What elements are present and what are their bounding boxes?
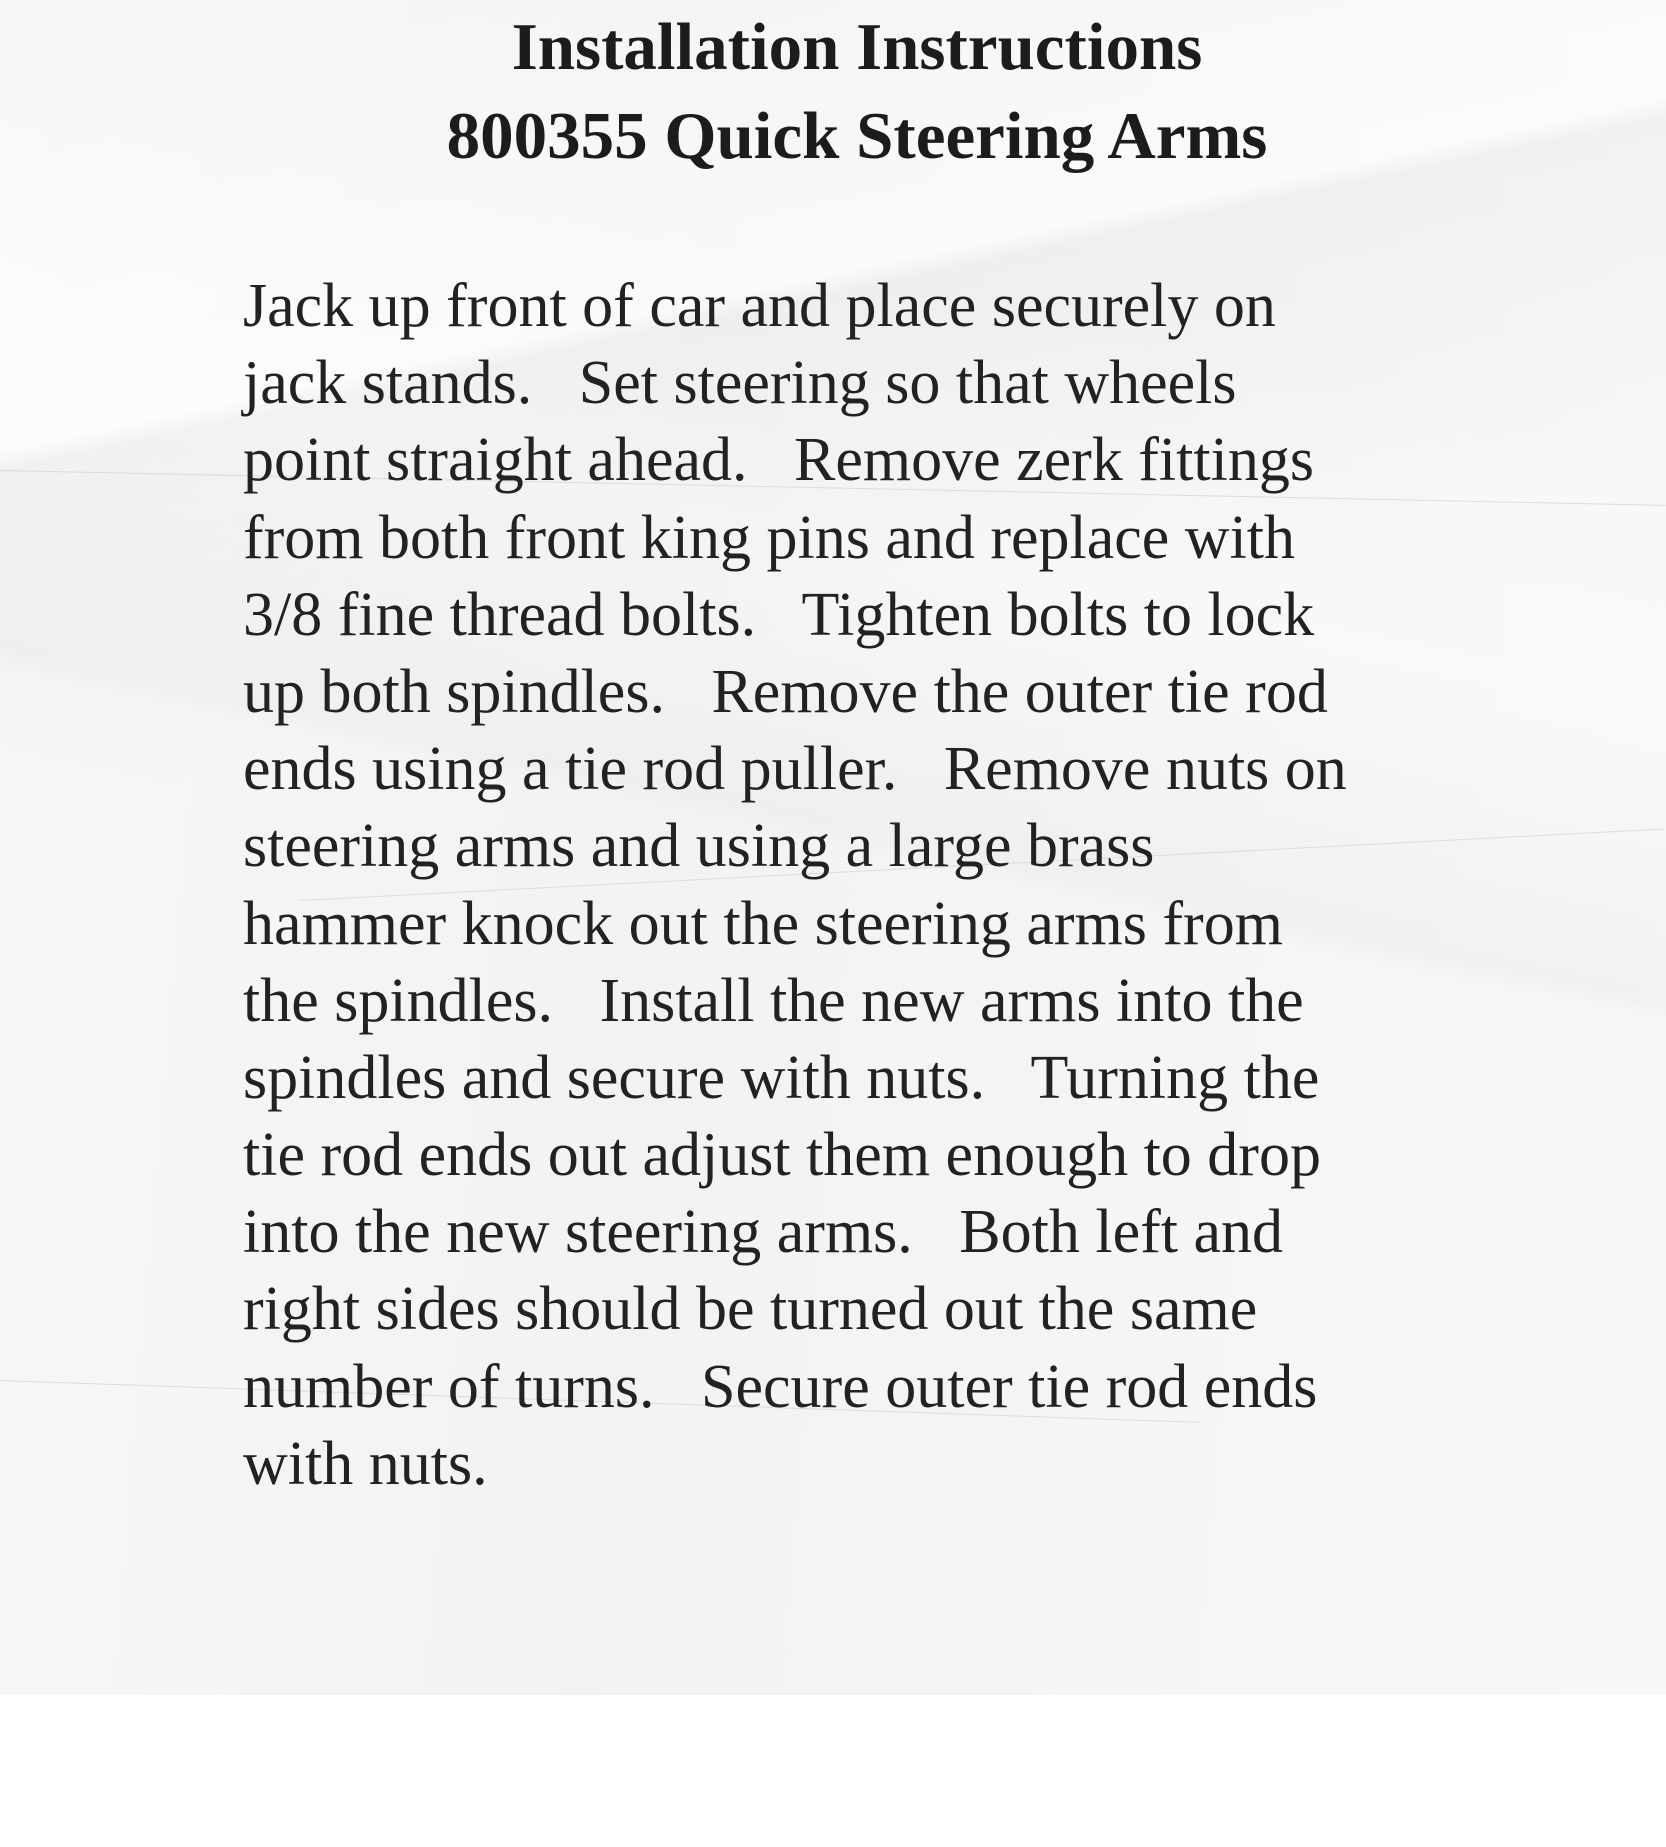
instruction-line: jack stands. Set steering so that wheels: [243, 349, 1237, 418]
instruction-line: number of turns. Secure outer tie rod ends: [243, 1352, 1318, 1421]
document-title: Installation Instructions: [511, 10, 1203, 84]
instruction-line: right sides should be turned out the same: [243, 1275, 1258, 1344]
instructions-body: [243, 268, 1483, 1503]
instruction-line: up both spindles. Remove the outer tie rod: [243, 657, 1328, 726]
instruction-line: from both front king pins and replace with: [243, 503, 1296, 572]
instruction-line: steering arms and using a large brass: [243, 812, 1155, 881]
document-subtitle: 800355 Quick Steering Arms: [446, 99, 1268, 173]
instruction-line: into the new steering arms. Both left and: [243, 1198, 1283, 1267]
instruction-line: 3/8 fine thread bolts. Tighten bolts to lock: [243, 580, 1315, 649]
instruction-line: ends using a tie rod puller. Remove nuts on: [243, 735, 1347, 804]
instruction-line: hammer knock out the steering arms from: [243, 889, 1283, 958]
instruction-line: with nuts.: [243, 1429, 488, 1498]
instruction-line: spindles and secure with nuts. Turning the: [243, 1043, 1320, 1112]
instruction-line: Jack up front of car and place securely on: [243, 272, 1276, 340]
instruction-line: tie rod ends out adjust them enough to drop: [243, 1121, 1321, 1190]
instruction-line: point straight ahead. Remove zerk fittings: [243, 426, 1314, 495]
instruction-line: the spindles. Install the new arms into the: [243, 966, 1304, 1035]
